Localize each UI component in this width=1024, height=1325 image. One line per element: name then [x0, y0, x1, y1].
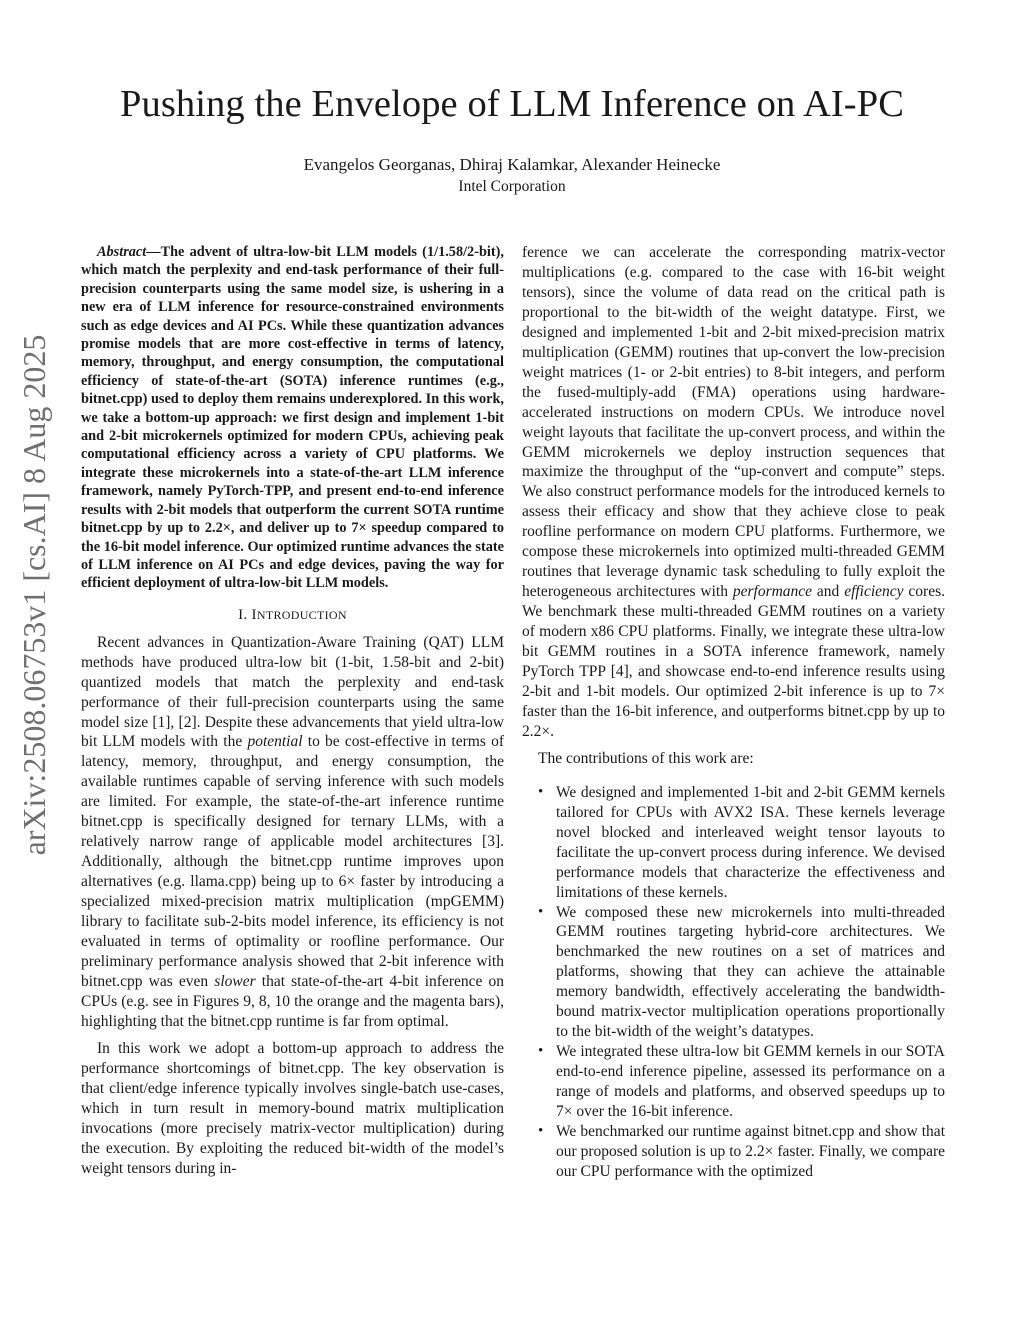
affiliation: Intel Corporation [458, 178, 566, 195]
list-item [522, 783, 945, 903]
left-column [81, 243, 504, 1178]
intro-paragraph-2: In this work we adopt a bottom-up approach to address the performance shortcomings of bitnet.cpp. The key observation is that client/edge inference typically involves single-batch use-cases, which in turn result in memory-bound matrix multiplication invocations (more precisely matrix-vector multiplication) during the execution. By exploiting the reduced bit-width of the model’s weight tensors during in- [81, 1039, 504, 1177]
list-item-text: We composed these new microkernels into multi-threaded GEMM routines targeting hybrid-core architectures. We benchmarked the new routines on a set of matrices and platforms, showing that they can achieve the attainable memory bandwidth, effectively accelerating the bandwidth-bound matrix-vector multiplication operations proportionally to the bit-width of the weight’s datatypes. [556, 903, 945, 1041]
bullet-icon: • [538, 1122, 544, 1139]
paper-title: Pushing the Envelope of LLM Inference on AI-PC [119, 83, 905, 125]
text-run: cores. We benchmark these multi-threaded GEMM routines on a variety of modern x86 CPU platforms. Finally, we integrate these ultra-low bit GEMM routines in a SOTA inference framework, namely PyTorch TPP [4], and showcase end-to-end inference results using 2-bit and 1-bit models. Our optimized 2-bit inference is up to 7× faster than the 16-bit inference, and outperforms bitnet.cpp by up to 2.2×. [522, 583, 946, 740]
list-item [522, 903, 945, 1043]
section-heading-introduction [81, 605, 504, 625]
list-item-text: We designed and implemented 1-bit and 2-bit GEMM kernels tailored for CPUs with AVX2 ISA. These kernels leverage novel blocked and interleaved weight tensor layouts to facilitate the up-convert process during inference. We devised performance models that characterize the effectiveness and limitations of these kernels. [556, 783, 945, 901]
intro-paragraph-1 [81, 633, 504, 1032]
abstract-lead: Abstract [97, 244, 147, 260]
intro-paragraph-2-continued [522, 243, 945, 742]
right-column [522, 243, 945, 1182]
text-run: Recent advances in Quantization-Aware Training (QAT) LLM methods have produced ultra-low bit (1-bit, 1.58-bit and 2-bit) quantized models that match the perplexity and end-task performance of their full-precision counterparts using the same model size [1], [2]. Despite these advancements that yield ultra-low bit LLM models with the [81, 633, 504, 751]
list-item-text: We integrated these ultra-low bit GEMM kernels in our SOTA end-to-end inference pipeline, assessed its performance on a range of models and platforms, and observed speedups up to 7× over the 16-bit inference. [556, 1043, 945, 1121]
emphasis-efficiency: efficiency [844, 583, 904, 601]
contributions-list [522, 783, 945, 1182]
list-item-text: We benchmarked our runtime against bitnet.cpp and show that our proposed solution is up to 2.2× faster. Finally, we compare our CPU performance with the optimized [556, 1122, 945, 1180]
author-list: Evangelos Georganas, Dhiraj Kalamkar, Alexander Heinecke [303, 155, 721, 174]
section-number: I. I [238, 606, 257, 623]
abstract-text: —The advent of ultra-low-bit LLM models (1/1.58/2-bit), which match the perplexity and end-task performance of their full-precision counterparts using the same model size, is ushering in a new era of LLM inference for resource-constrained environments such as edge devices and AI PCs. While these quantization advances promise models that are more cost-effective in terms of latency, memory, throughput, and energy consumption, the computational efficiency of state-of-the-art (SOTA) inference runtimes (e.g., bitnet.cpp) used to deploy them remains underexplored. In this work, we take a bottom-up approach: we first design and implement 1-bit and 2-bit microkernels optimized for modern CPUs, achieving peak computational efficiency across a variety of CPU platforms. We integrate these microkernels into a state-of-the-art LLM inference framework, namely PyTorch-TPP, and present end-to-end inference results with 2-bit models that outperform the current SOTA runtime bitnet.cpp by up to 2.2×, and deliver up to 7× speedup compared to the 16-bit model inference. Our optimized runtime advances the state of LLM inference on AI PCs and edge devices, paving the way for efficient deployment of ultra-low-bit LLM models. [81, 244, 504, 592]
contributions-intro: The contributions of this work are: [538, 749, 754, 767]
text-run: that state-of-the-art 4-bit inference on CPUs (e.g. see in Figures 9, 8, 10 the orange and the magenta bars), highlighting that the bitnet.cpp runtime is far from optimal. [81, 972, 505, 1030]
text-run: and [812, 583, 845, 601]
list-item [522, 1042, 945, 1122]
bullet-icon: • [538, 903, 544, 920]
emphasis-performance: performance [732, 583, 813, 601]
bullet-icon: • [538, 783, 544, 800]
emphasis-slower: slower [214, 972, 256, 990]
bullet-icon: • [538, 1043, 544, 1060]
text-run: to be cost-effective in terms of latency, memory, throughput, and energy consumption, the available runtimes capable of serving inference with such models are limited. For example, the state-of-the-art inference runtime bitnet.cpp is specifically designed for ternary LLMs, with a relatively narrow range of applicable model architectures [3]. Additionally, although the bitnet.cpp runtime improves upon alternatives (e.g. llama.cpp) being up to 6× faster by introducing a specialized mixed-precision matrix multiplication (mpGEMM) library to facilitate sub-2-bits model inference, its efficiency is not evaluated in terms of optimality or roofline performance. Our preliminary performance analysis showed that 2-bit inference with bitnet.cpp was even [81, 733, 504, 990]
section-title-rest: NTRODUCTION [256, 607, 347, 622]
abstract [81, 243, 504, 593]
text-run: ference we can accelerate the corresponding matrix-vector multiplications (e.g. compared to the case with 16-bit weight tensors), since the volume of data read on the critical path is proportional to the bit-width of the weight datatype. First, we designed and implemented 1-bit and 2-bit mixed-precision matrix multiplication (GEMM) routines that up-convert the low-precision weight matrices (1- or 2-bit entries) to 8-bit integers, and perform the fused-multiply-add (FMA) operations using hardware-accelerated instructions on modern CPUs. We introduce novel weight layouts that facilitate the up-convert process, and within the GEMM microkernels we deploy instruction sequences that maximize the throughput of the “up-convert and compute” steps. We also construct performance models for the introduced kernels to assess their efficacy and show that they achieve close to peak roofline performance on modern CPU platforms. Furthermore, we compose these microkernels into optimized multi-threaded GEMM routines that leverage dynamic task scheduling to fully exploit the heterogeneous architectures with [522, 244, 945, 601]
list-item [522, 1122, 945, 1182]
emphasis-potential: potential [247, 733, 303, 751]
arxiv-identifier: arXiv:2508.06753v1 [cs.AI] 8 Aug 2025 [16, 334, 52, 856]
